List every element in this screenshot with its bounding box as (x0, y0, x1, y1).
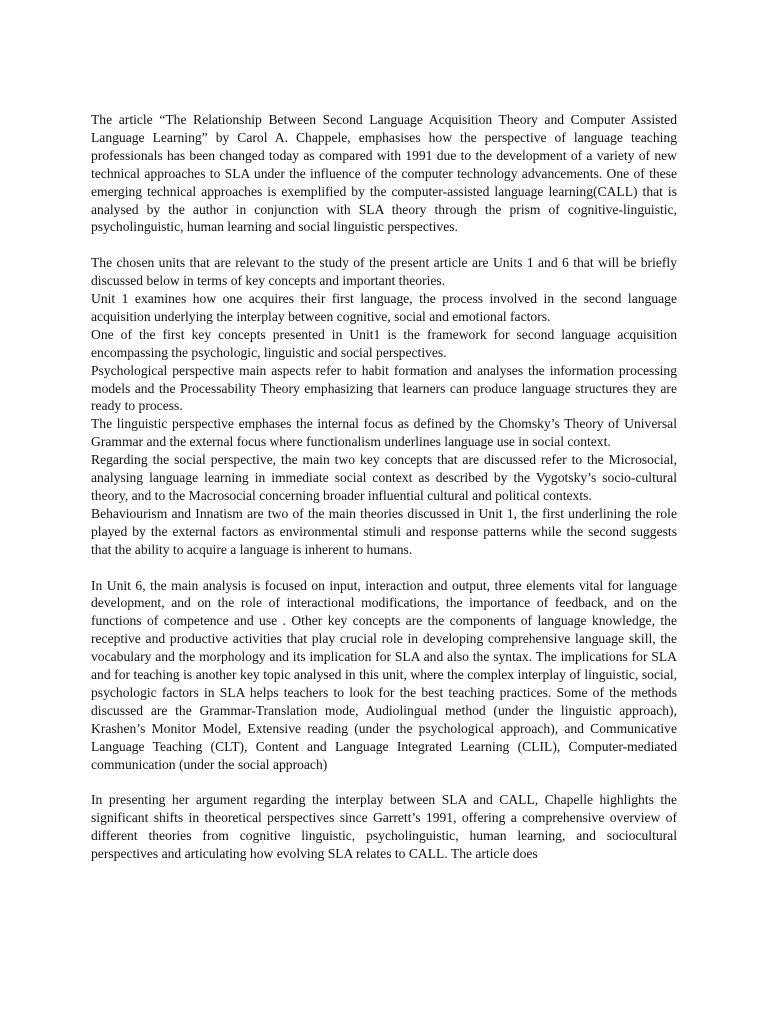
paragraph-chapelle-argument: In presenting her argument regarding the interplay between SLA and CALL, Chapelle highlights the significant shifts in theoretical perspectives since Garrett’s 1991, offering a comprehensive overview of different theories from cognitive linguistic, psycholinguistic, human learning, and sociocultural perspectives and articulating how evolving SLA relates to CALL. The article does (91, 792, 677, 862)
paragraph-intro: The article “The Relationship Between Second Language Acquisition Theory and Computer Assisted Language Learning” by Carol A. Chappele, emphasises how the perspective of language teaching professionals has been changed today as compared with 1991 due to the development of a variety of new technical approaches to SLA under the influence of the computer technology advancements. One of these emerging technical approaches is exemplified by the computer-assisted language learning(CALL) that is analysed by the author in conjunction with SLA theory through the prism of cognitive-linguistic, psycholinguistic, human learning and social linguistic perspectives. (91, 112, 677, 235)
paragraph-psychological-perspective: Psychological perspective main aspects refer to habit formation and analyses the information processing models and the Processability Theory emphasizing that learners can produce language structures they are ready to process. (91, 362, 677, 414)
paragraph-linguistic-perspective: The linguistic perspective emphases the internal focus as defined by the Chomsky’s Theory of Universal Grammar and the external focus where functionalism underlines language use in social context. (91, 416, 677, 450)
document-body (91, 111, 677, 863)
paragraph-unit1-overview: Unit 1 examines how one acquires their first language, the process involved in the second language acquisition underlying the interplay between cognitive, social and emotional factors. (91, 291, 677, 324)
paragraph-unit1-framework: One of the first key concepts presented in Unit1 is the framework for second language acquisition encompassing the psychologic, linguistic and social perspectives. (91, 326, 677, 360)
paragraph-behaviourism-innatism: Behaviourism and Innatism are two of the main theories discussed in Unit 1, the first underlining the role played by the external factors as environmental stimuli and response patterns while the second suggests that the ability to acquire a language is inherent to humans. (91, 505, 677, 557)
paragraph-chosen-units: The chosen units that are relevant to the study of the present article are Units 1 and 6 that will be briefly discussed below in terms of key concepts and important theories. (91, 255, 677, 289)
paragraph-unit6: In Unit 6, the main analysis is focused on input, interaction and output, three elements vital for language development, and on the role of interactional modifications, the importance of feedback, and on the functions of competence and use . Other key concepts are the components of language knowledge, the receptive and productive activities that play crucial role in developing comprehensive language skill, the vocabulary and the morphology and its implication for SLA and also the syntax. The implications for SLA and for teaching is another key topic analysed in this unit, where the complex interplay of linguistic, social, psychologic factors in SLA helps teachers to look for the best teaching practices. Some of the methods discussed are the Grammar-Translation mode, Audiolingual method (under the linguistic approach), Krashen’s Monitor Model, Extensive reading (under the psychological approach), and Communicative Language Teaching (CLT), Content and Language Integrated Learning (CLIL), Computer-mediated communication (under the social approach) (91, 577, 677, 772)
paragraph-social-perspective: Regarding the social perspective, the main two key concepts that are discussed refer to the Microsocial, analysing language learning in immediate social context as described by the Vygotsky’s socio-cultural theory, and to the Macrosocial concerning broader influential cultural and political contexts. (91, 452, 677, 504)
